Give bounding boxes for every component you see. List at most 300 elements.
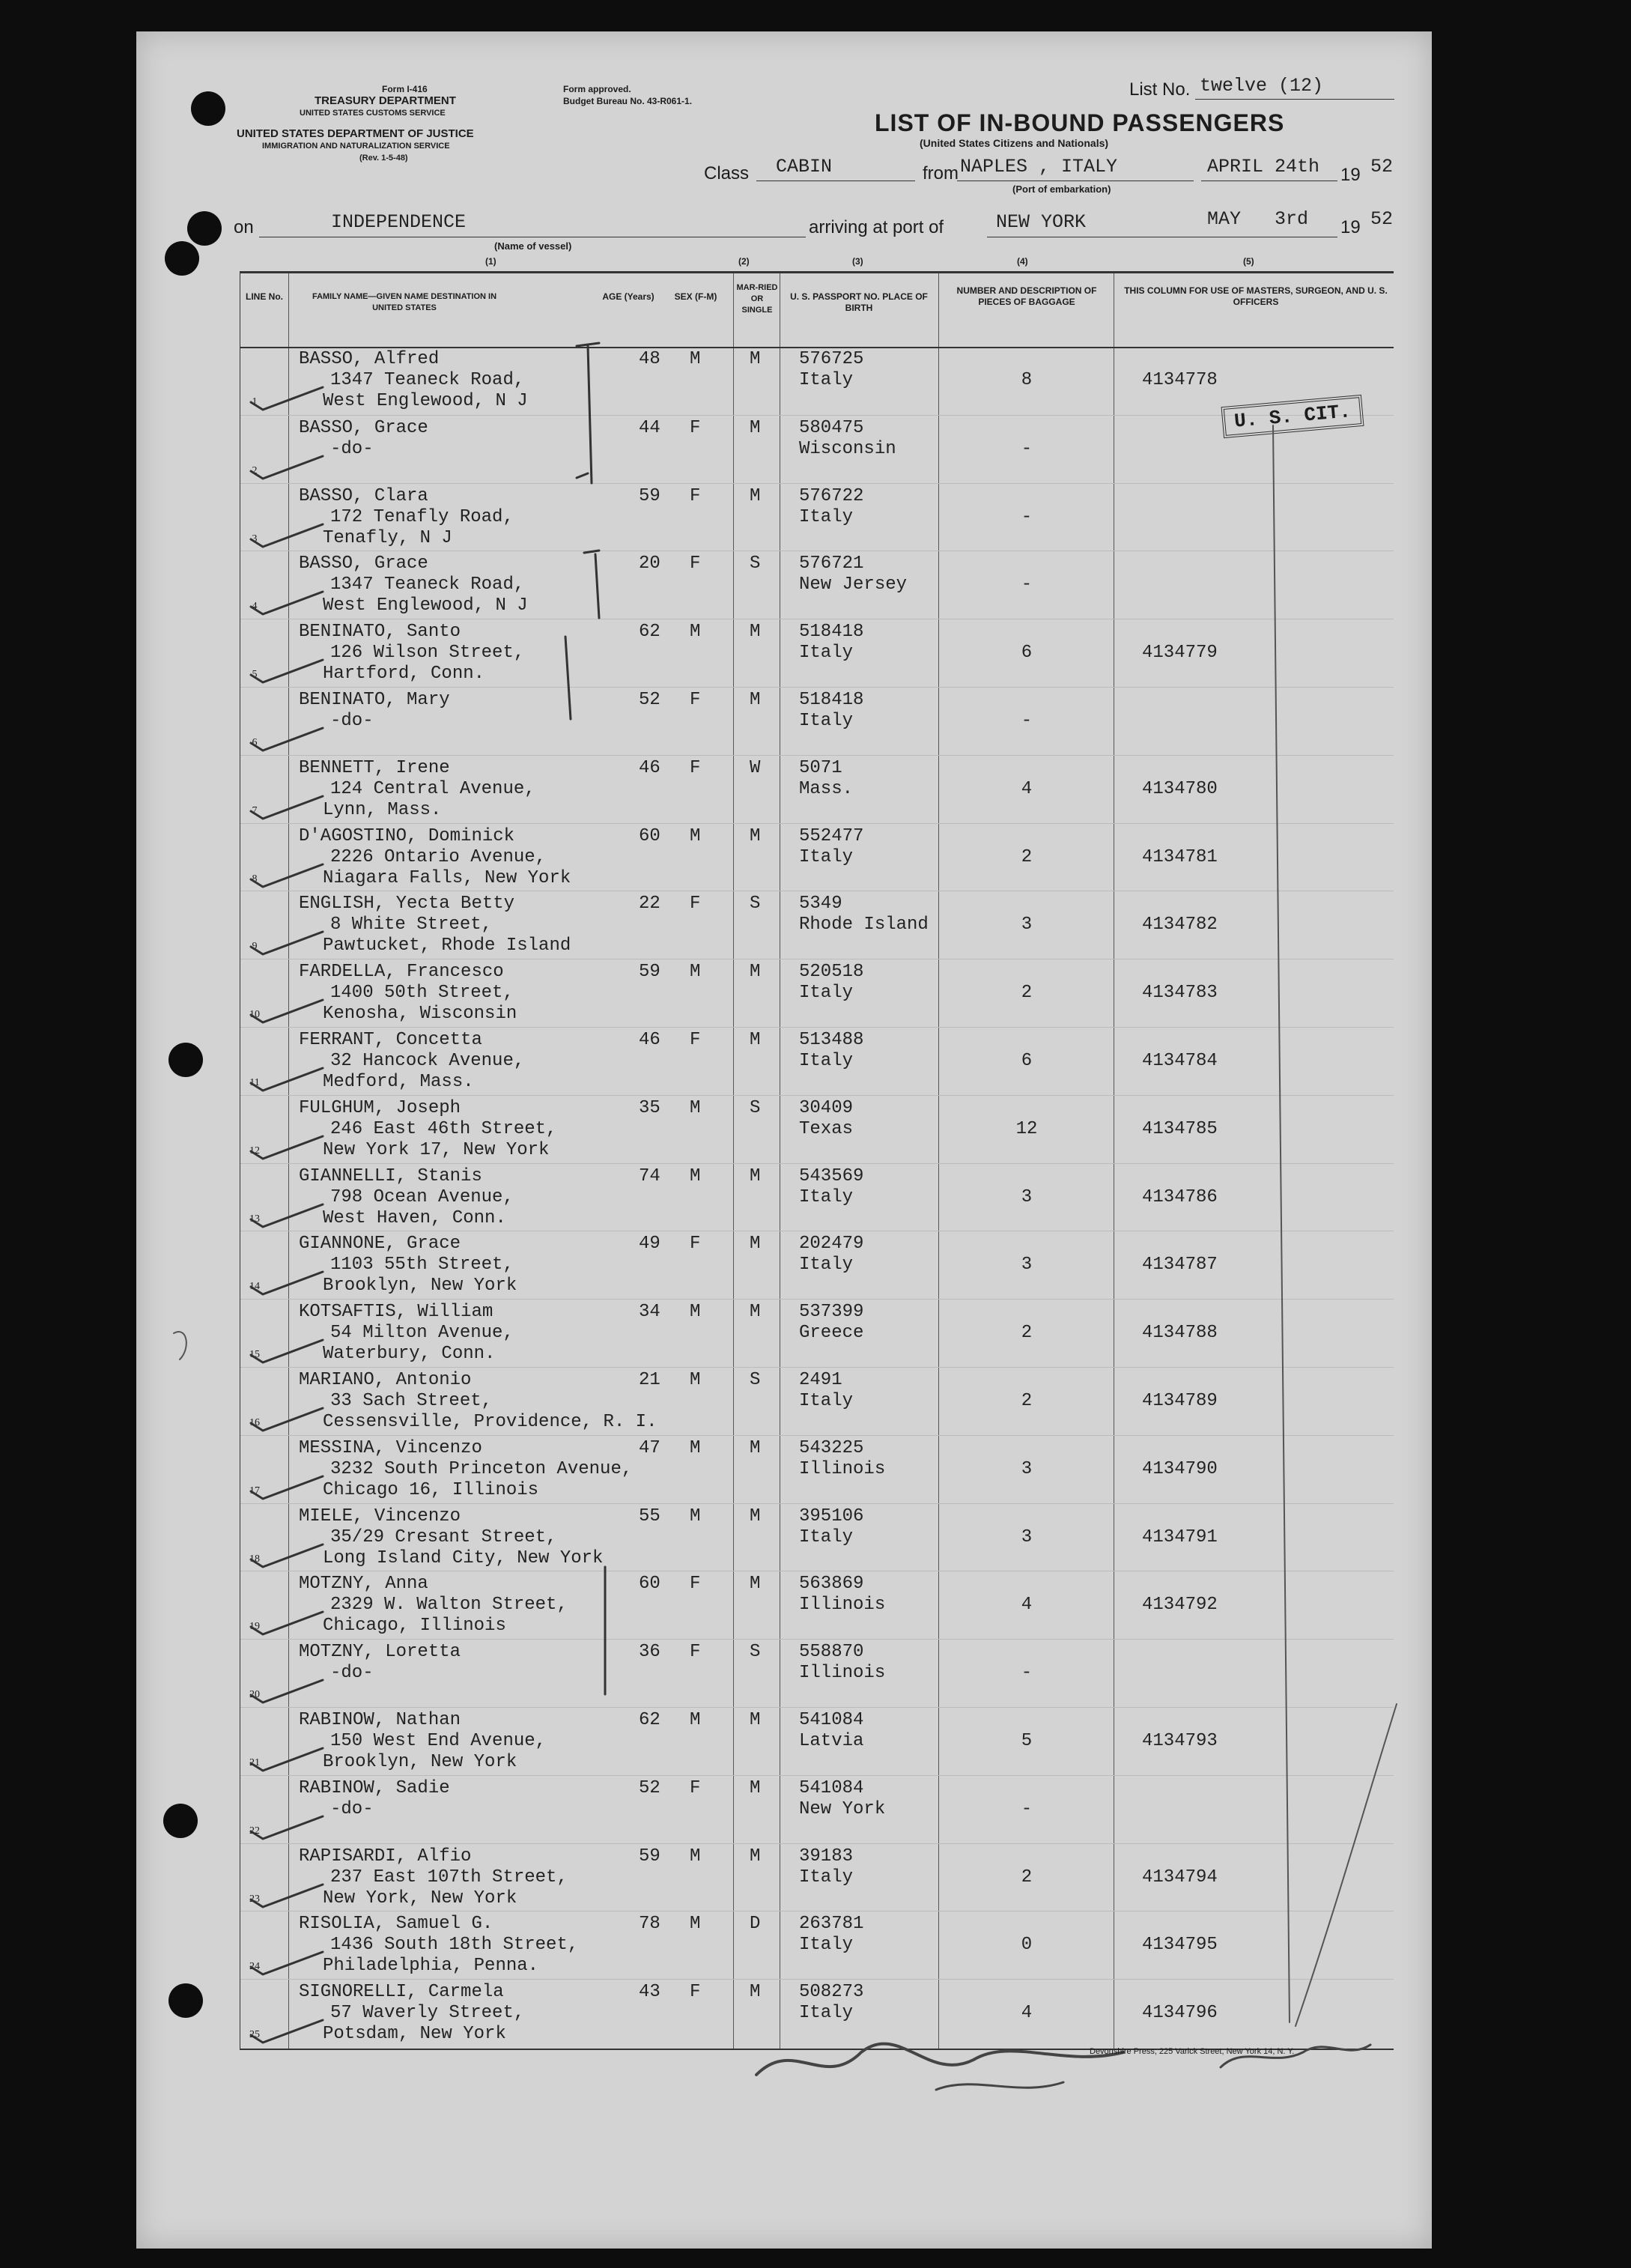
age: 48 <box>639 349 660 369</box>
baggage-count: 2 <box>1021 983 1033 1004</box>
sex: M <box>690 622 701 643</box>
sex: F <box>690 1642 701 1663</box>
arrive-date: MAY 3rd <box>1207 208 1309 230</box>
form-title: LIST OF IN-BOUND PASSENGERS <box>875 109 1285 136</box>
officer-number: 4134778 <box>1142 370 1218 390</box>
sex: M <box>690 1370 701 1390</box>
passenger-name: MARIANO, Antonio <box>299 1370 472 1390</box>
officer-number: 4134782 <box>1142 915 1218 936</box>
line-number: 4 <box>252 601 258 613</box>
place-of-birth: Italy <box>799 983 854 1004</box>
marital-status: M <box>750 1777 761 1798</box>
marital-status: S <box>750 1097 761 1118</box>
revision-label: (Rev. 1-5-48) <box>359 154 408 163</box>
age: 59 <box>639 485 660 506</box>
list-no-value: twelve (12) <box>1200 75 1324 97</box>
passenger-name: BASSO, Alfred <box>299 349 440 369</box>
printer-imprint: Devonshire Press, 225 Varick Street, New York 14, N. Y. <box>1090 2047 1295 2056</box>
marital-status: M <box>750 1574 761 1595</box>
age: 62 <box>639 1710 660 1730</box>
class-label: Class <box>704 163 750 184</box>
address-line-1: 246 East 46th Street, <box>330 1118 557 1139</box>
justice-label: UNITED STATES DEPARTMENT OF JUSTICE <box>237 127 474 140</box>
officer-number: 4134789 <box>1142 1391 1218 1411</box>
sex: F <box>690 554 701 574</box>
sex: M <box>690 1914 701 1935</box>
age: 35 <box>639 1097 660 1118</box>
baggage-count: 2 <box>1021 1323 1033 1344</box>
place-of-birth: Italy <box>799 1051 854 1071</box>
address-line-1: 32 Hancock Avenue, <box>330 1051 525 1071</box>
col-num-5: (5) <box>1243 256 1254 267</box>
line-number: 23 <box>249 1893 260 1905</box>
passenger-name: RABINOW, Sadie <box>299 1777 450 1798</box>
line-number: 25 <box>249 2029 260 2041</box>
line-number: 7 <box>252 804 258 816</box>
address-line-1: 3232 South Princeton Avenue, <box>330 1458 633 1479</box>
baggage-count: 3 <box>1021 1526 1033 1547</box>
line-number: 20 <box>249 1689 260 1701</box>
baggage-count: 6 <box>1021 643 1033 664</box>
age: 60 <box>639 825 660 846</box>
baggage-count: 4 <box>1021 778 1033 799</box>
place-of-birth: Italy <box>799 1255 854 1276</box>
marital-status: M <box>750 1165 761 1186</box>
customs-label: UNITED STATES CUSTOMS SERVICE <box>300 109 446 118</box>
arrival-port: NEW YORK <box>996 211 1087 233</box>
passport-number: 39183 <box>799 1846 854 1867</box>
th-line: LINE No. <box>246 291 283 302</box>
address-line-1: 2226 Ontario Avenue, <box>330 846 547 867</box>
passenger-name: BASSO, Grace <box>299 417 428 438</box>
marital-status: M <box>750 1982 761 2003</box>
passport-number: 552477 <box>799 825 864 846</box>
marital-status: M <box>750 1846 761 1867</box>
bracket-mark <box>595 554 599 618</box>
passport-number: 558870 <box>799 1642 864 1663</box>
sex: F <box>690 417 701 438</box>
passenger-name: FULGHUM, Joseph <box>299 1097 461 1118</box>
marital-status: M <box>750 1506 761 1526</box>
address-line-2: Potsdam, New York <box>323 2024 506 2045</box>
place-of-birth: Italy <box>799 506 854 527</box>
sex: F <box>690 485 701 506</box>
line-number: 22 <box>249 1825 260 1837</box>
passenger-name: RABINOW, Nathan <box>299 1710 461 1730</box>
place-of-birth: Italy <box>799 1391 854 1411</box>
address-line-1: 8 White Street, <box>330 915 493 936</box>
sex: M <box>690 1437 701 1458</box>
baggage-count: 3 <box>1021 1458 1033 1479</box>
age: 60 <box>639 1574 660 1595</box>
col-num-1: (1) <box>485 256 496 267</box>
passport-number: 30409 <box>799 1097 854 1118</box>
address-line-2: New York, New York <box>323 1888 517 1908</box>
age: 59 <box>639 1846 660 1867</box>
baggage-count: 3 <box>1021 1186 1033 1207</box>
passenger-name: BENNETT, Irene <box>299 757 450 778</box>
budget-label: Budget Bureau No. 43-R061-1. <box>563 96 693 106</box>
sex: M <box>690 1506 701 1526</box>
baggage-count: 0 <box>1021 1935 1033 1956</box>
address-line-1: 35/29 Cresant Street, <box>330 1526 557 1547</box>
address-line-2: Brooklyn, New York <box>323 1752 517 1772</box>
officer-number: 4134794 <box>1142 1867 1218 1888</box>
sex: F <box>690 1030 701 1050</box>
passport-number: 576721 <box>799 554 864 574</box>
marital-status: M <box>750 1437 761 1458</box>
baggage-count: 2 <box>1021 1391 1033 1411</box>
officer-number: 4134792 <box>1142 1595 1218 1616</box>
passport-number: 541084 <box>799 1777 864 1798</box>
baggage-count: 2 <box>1021 846 1033 867</box>
marital-status: S <box>750 1370 761 1390</box>
baggage-count: - <box>1021 506 1033 527</box>
age: 52 <box>639 690 660 710</box>
marital-status: S <box>750 894 761 915</box>
officer-number: 4134786 <box>1142 1186 1218 1207</box>
baggage-count: 3 <box>1021 915 1033 936</box>
place-of-birth: Italy <box>799 2003 854 2024</box>
address-line-1: 54 Milton Avenue, <box>330 1323 514 1344</box>
passenger-name: BASSO, Grace <box>299 554 428 574</box>
address-line-1: 126 Wilson Street, <box>330 643 525 664</box>
passenger-name: MESSINA, Vincenzo <box>299 1437 482 1458</box>
marital-status: M <box>750 825 761 846</box>
passenger-name: RAPISARDI, Alfio <box>299 1846 472 1867</box>
passenger-name: D'AGOSTINO, Dominick <box>299 825 515 846</box>
ins-label: IMMIGRATION AND NATURALIZATION SERVICE <box>262 142 450 151</box>
place-of-birth: Greece <box>799 1323 864 1344</box>
marital-status: M <box>750 1030 761 1050</box>
address-line-1: -do- <box>330 1798 374 1819</box>
class-value: CABIN <box>776 156 833 178</box>
marital-status: S <box>750 1642 761 1663</box>
address-line-1: -do- <box>330 711 374 731</box>
line-number: 12 <box>249 1144 260 1156</box>
us-citizen-stamp: U. S. CIT. <box>1221 395 1364 438</box>
baggage-count: 4 <box>1021 1595 1033 1616</box>
line-number: 21 <box>249 1757 260 1768</box>
passport-number: 5071 <box>799 757 842 778</box>
baggage-count: 5 <box>1021 1731 1033 1751</box>
place-of-birth: Italy <box>799 1186 854 1207</box>
place-of-birth: Latvia <box>799 1731 864 1751</box>
passenger-name: GIANNONE, Grace <box>299 1234 461 1255</box>
place-of-birth: Italy <box>799 1867 854 1888</box>
th-officers: THIS COLUMN FOR USE OF MASTERS, SURGEON, AND U. S. OFFICERS <box>1124 285 1388 307</box>
sex: M <box>690 1165 701 1186</box>
passenger-name: MIELE, Vincenzo <box>299 1506 461 1526</box>
baggage-count: 6 <box>1021 1051 1033 1071</box>
place-of-birth: Mass. <box>799 778 854 799</box>
line-number: 14 <box>249 1281 260 1293</box>
place-of-birth: Texas <box>799 1118 854 1139</box>
passport-number: 580475 <box>799 417 864 438</box>
address-line-2: Cessensville, Providence, R. I. <box>323 1412 657 1432</box>
line-number: 3 <box>252 533 258 545</box>
officer-number: 4134780 <box>1142 778 1218 799</box>
marital-status: M <box>750 962 761 983</box>
officer-number: 4134796 <box>1142 2003 1218 2024</box>
marital-status: M <box>750 1710 761 1730</box>
address-line-2: Hartford, Conn. <box>323 664 485 685</box>
place-of-birth: Illinois <box>799 1458 886 1479</box>
address-line-2: Pawtucket, Rhode Island <box>323 936 571 956</box>
sex: M <box>690 1302 701 1323</box>
baggage-count: 4 <box>1021 2003 1033 2024</box>
address-line-2: Tenafly, N J <box>323 527 452 548</box>
pencil-mark <box>174 1332 186 1359</box>
address-line-1: 798 Ocean Avenue, <box>330 1186 514 1207</box>
passport-number: 520518 <box>799 962 864 983</box>
pencil-line <box>1273 425 1290 2022</box>
bracket-mark <box>588 346 592 483</box>
address-line-1: 172 Tenafly Road, <box>330 506 514 527</box>
officer-number: 4134793 <box>1142 1731 1218 1751</box>
sex: F <box>690 690 701 710</box>
list-no-label: List No. <box>1129 79 1191 100</box>
age: 47 <box>639 1437 660 1458</box>
address-line-1: 1347 Teaneck Road, <box>330 574 525 595</box>
age: 46 <box>639 1030 660 1050</box>
age: 34 <box>639 1302 660 1323</box>
vessel-label: (Name of vessel) <box>494 240 572 252</box>
line-number: 24 <box>249 1961 260 1973</box>
age: 55 <box>639 1506 660 1526</box>
officer-number: 4134787 <box>1142 1255 1218 1276</box>
arrive-year: 52 <box>1370 208 1394 230</box>
address-line-2: Medford, Mass. <box>323 1072 474 1092</box>
sex: M <box>690 1846 701 1867</box>
passport-number: 541084 <box>799 1710 864 1730</box>
passenger-name: FERRANT, Concetta <box>299 1030 482 1050</box>
passport-number: 395106 <box>799 1506 864 1526</box>
place-of-birth: Italy <box>799 370 854 390</box>
embark-port-value: NAPLES , ITALY <box>960 156 1118 178</box>
passport-number: 2491 <box>799 1370 842 1390</box>
address-line-2: New York 17, New York <box>323 1139 550 1160</box>
baggage-count: 8 <box>1021 370 1033 390</box>
sex: M <box>690 349 701 369</box>
address-line-2: West Englewood, N J <box>323 595 528 616</box>
line-number: 10 <box>249 1009 260 1021</box>
passenger-name: MOTZNY, Loretta <box>299 1642 461 1663</box>
passport-number: 537399 <box>799 1302 864 1323</box>
address-line-2: Chicago 16, Illinois <box>323 1479 539 1500</box>
baggage-count: 2 <box>1021 1867 1033 1888</box>
line-number: 18 <box>249 1553 260 1565</box>
address-line-1: 1436 South 18th Street, <box>330 1935 579 1956</box>
address-line-1: 33 Sach Street, <box>330 1391 493 1411</box>
officer-number: 4134795 <box>1142 1935 1218 1956</box>
baggage-count: - <box>1021 574 1033 595</box>
address-line-1: 57 Waverly Street, <box>330 2003 525 2024</box>
passenger-name: GIANNELLI, Stanis <box>299 1165 482 1186</box>
officer-number: 4134783 <box>1142 983 1218 1004</box>
passenger-name: BENINATO, Santo <box>299 622 461 643</box>
baggage-count: - <box>1021 711 1033 731</box>
passport-number: 513488 <box>799 1030 864 1050</box>
signature <box>936 2082 1063 2090</box>
col-num-2: (2) <box>738 256 750 267</box>
depart-year: 52 <box>1370 156 1394 178</box>
on-label: on <box>234 217 254 237</box>
place-of-birth: New Jersey <box>799 574 908 595</box>
line-number: 2 <box>252 464 258 476</box>
pencil-check <box>1296 1704 1397 2026</box>
bracket-mark <box>584 551 599 553</box>
baggage-count: 3 <box>1021 1255 1033 1276</box>
baggage-count: - <box>1021 1663 1033 1684</box>
marital-status: M <box>750 349 761 369</box>
col-num-3: (3) <box>852 256 863 267</box>
line-number: 17 <box>249 1485 260 1497</box>
baggage-count: 12 <box>1015 1118 1038 1139</box>
address-line-2: Niagara Falls, New York <box>323 867 571 888</box>
line-number: 5 <box>252 669 258 681</box>
sex: M <box>690 825 701 846</box>
age: 21 <box>639 1370 660 1390</box>
officer-number: 4134790 <box>1142 1458 1218 1479</box>
marital-status: M <box>750 690 761 710</box>
place-of-birth: New York <box>799 1798 886 1819</box>
address-line-1: 1347 Teaneck Road, <box>330 370 525 390</box>
place-of-birth: Italy <box>799 1935 854 1956</box>
place-of-birth: Illinois <box>799 1595 886 1616</box>
passport-number: 518418 <box>799 690 864 710</box>
address-line-2: Chicago, Illinois <box>323 1616 506 1637</box>
address-line-1: 237 East 107th Street, <box>330 1867 568 1888</box>
marital-status: D <box>750 1914 761 1935</box>
age: 20 <box>639 554 660 574</box>
th-passport: U. S. PASSPORT NO. PLACE OF BIRTH <box>790 291 928 313</box>
passenger-name: SIGNORELLI, Carmela <box>299 1982 504 2003</box>
sex: M <box>690 1097 701 1118</box>
line-number: 6 <box>252 737 258 748</box>
marital-status: M <box>750 622 761 643</box>
passport-number: 576722 <box>799 485 864 506</box>
marital-status: M <box>750 1302 761 1323</box>
form-subtitle: (United States Citizens and Nationals) <box>920 137 1109 149</box>
bracket-mark <box>565 637 571 719</box>
sex: F <box>690 1574 701 1595</box>
sex: F <box>690 1982 701 2003</box>
line-number: 19 <box>249 1621 260 1633</box>
bracket-mark <box>577 343 599 346</box>
col-num-4: (4) <box>1017 256 1028 267</box>
officer-number: 4134781 <box>1142 846 1218 867</box>
line-number: 11 <box>249 1077 260 1088</box>
passport-number: 508273 <box>799 1982 864 2003</box>
address-line-1: 2329 W. Walton Street, <box>330 1595 568 1616</box>
address-line-1: -do- <box>330 1663 374 1684</box>
place-of-birth: Wisconsin <box>799 438 896 459</box>
passenger-name: ENGLISH, Yecta Betty <box>299 894 515 915</box>
officer-number: 4134785 <box>1142 1118 1218 1139</box>
sex: F <box>690 757 701 778</box>
marital-status: W <box>750 757 761 778</box>
place-of-birth: Rhode Island <box>799 915 929 936</box>
age: 74 <box>639 1165 660 1186</box>
age: 46 <box>639 757 660 778</box>
passport-number: 543225 <box>799 1437 864 1458</box>
address-line-2: Philadelphia, Penna. <box>323 1956 539 1977</box>
sex: F <box>690 1234 701 1255</box>
officer-number: 4134779 <box>1142 643 1218 664</box>
age: 59 <box>639 962 660 983</box>
th-age: AGE (Years) <box>602 291 654 302</box>
address-line-1: 1103 55th Street, <box>330 1255 514 1276</box>
passenger-name: BENINATO, Mary <box>299 690 450 710</box>
passport-number: 518418 <box>799 622 864 643</box>
passport-number: 5349 <box>799 894 842 915</box>
sex: M <box>690 1710 701 1730</box>
address-line-2: Brooklyn, New York <box>323 1276 517 1297</box>
line-number: 15 <box>249 1349 260 1361</box>
address-line-1: 150 West End Avenue, <box>330 1731 547 1751</box>
address-line-2: West Englewood, N J <box>323 391 528 411</box>
arrive-year-prefix: 19 <box>1340 217 1361 237</box>
address-line-2: Lynn, Mass. <box>323 799 442 820</box>
address-line-1: -do- <box>330 438 374 459</box>
line-number: 16 <box>249 1417 260 1428</box>
address-line-2: Kenosha, Wisconsin <box>323 1004 517 1025</box>
th-baggage: NUMBER AND DESCRIPTION OF PIECES OF BAGGAGE <box>956 285 1097 307</box>
age: 36 <box>639 1642 660 1663</box>
approved-label: Form approved. <box>563 84 631 94</box>
address-line-2: Waterbury, Conn. <box>323 1344 496 1365</box>
place-of-birth: Italy <box>799 1526 854 1547</box>
age: 62 <box>639 622 660 643</box>
port-embark-label: (Port of embarkation) <box>1012 184 1111 195</box>
officer-number: 4134791 <box>1142 1526 1218 1547</box>
passenger-name: RISOLIA, Samuel G. <box>299 1914 493 1935</box>
officer-number: 4134784 <box>1142 1051 1218 1071</box>
address-line-2: Long Island City, New York <box>323 1547 604 1568</box>
place-of-birth: Illinois <box>799 1663 886 1684</box>
bracket-mark <box>577 473 588 478</box>
passenger-name: BASSO, Clara <box>299 485 428 506</box>
line-number: 1 <box>252 396 258 407</box>
marital-status: M <box>750 1234 761 1255</box>
sex: F <box>690 1777 701 1798</box>
passport-number: 543569 <box>799 1165 864 1186</box>
passenger-name: MOTZNY, Anna <box>299 1574 428 1595</box>
passenger-name: FARDELLA, Francesco <box>299 962 504 983</box>
marital-status: M <box>750 485 761 506</box>
passport-number: 563869 <box>799 1574 864 1595</box>
place-of-birth: Italy <box>799 643 854 664</box>
th-married: MAR-RIED OR SINGLE <box>736 283 778 315</box>
line-number: 9 <box>252 941 258 953</box>
baggage-count: - <box>1021 1798 1033 1819</box>
baggage-count: - <box>1021 438 1033 459</box>
age: 52 <box>639 1777 660 1798</box>
vessel-name: INDEPENDENCE <box>331 211 467 233</box>
officer-number: 4134788 <box>1142 1323 1218 1344</box>
age: 22 <box>639 894 660 915</box>
depart-date: APRIL 24th <box>1207 156 1320 178</box>
address-line-1: 124 Central Avenue, <box>330 778 535 799</box>
form-number: Form I-416 <box>382 84 428 94</box>
address-line-1: 1400 50th Street, <box>330 983 514 1004</box>
passport-number: 576725 <box>799 349 864 369</box>
place-of-birth: Italy <box>799 846 854 867</box>
line-number: 8 <box>252 873 258 885</box>
line-number: 13 <box>249 1213 260 1225</box>
passport-number: 263781 <box>799 1914 864 1935</box>
